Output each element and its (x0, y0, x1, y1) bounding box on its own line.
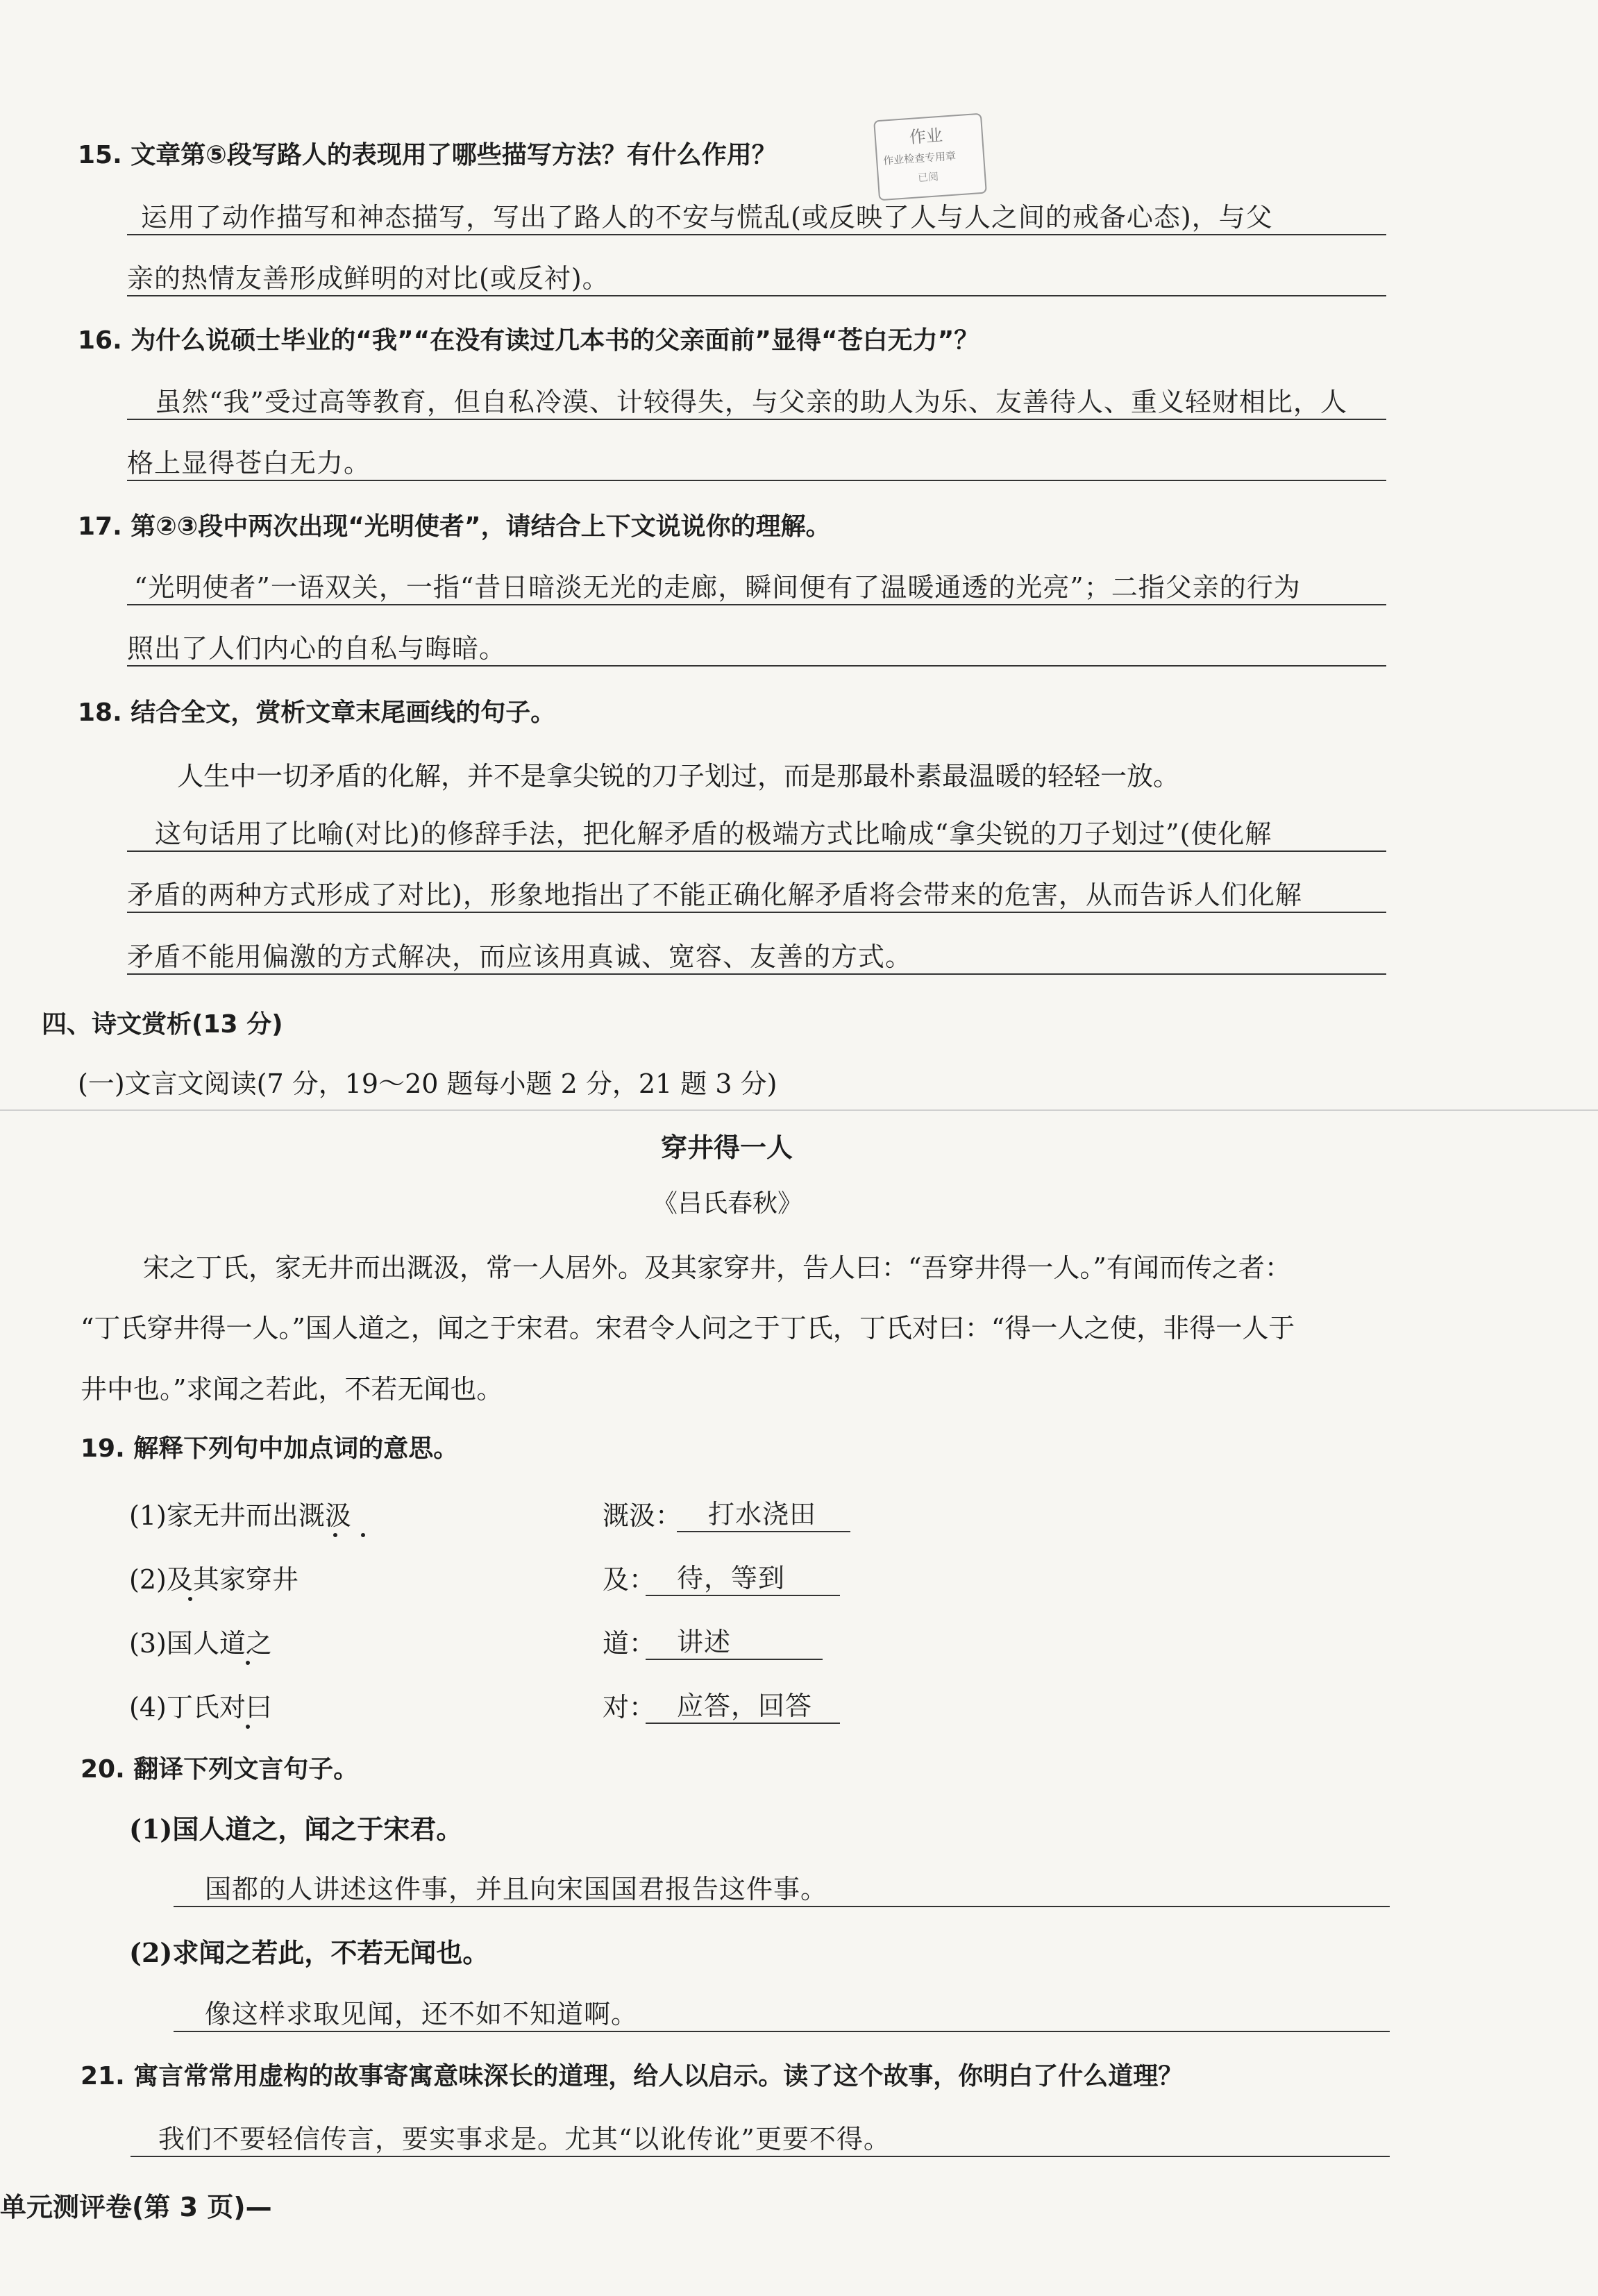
answer-line: 运用了动作描写和神态描写，写出了路人的不安与慌乱(或反映了人与人之间的戒备心态)，与父 (127, 196, 1386, 235)
answer-line: 亲的热情友善形成鲜明的对比(或反衬)。 (127, 257, 1386, 296)
section-subheading: (一)文言文阅读(7 分，19～20 题每小题 2 分，21 题 3 分) (78, 1069, 777, 1099)
q20-sentence: (2)求闻之若此，不若无闻也。 (129, 1937, 489, 1968)
q19-term: 道： (603, 1628, 656, 1659)
answer-line: 这句话用了比喻(对比)的修辞手法，把化解矛盾的极端方式比喻成“拿尖锐的刀子划过”(使化解 (127, 812, 1386, 852)
passage-source: 《吕氏春秋》 (653, 1189, 803, 1218)
q20-sentence: (1)国人道之，闻之于宋君。 (129, 1813, 463, 1845)
question-17: 17. 第②③段中两次出现“光明使者”，请结合上下文说说你的理解。 (78, 512, 831, 541)
answer-line: 格上显得苍白无力。 (127, 442, 1386, 481)
emphasis-dot (333, 1533, 337, 1537)
answer-blank: 打水浇田 (677, 1493, 850, 1532)
question-16: 16. 为什么说硕士毕业的“我”“在没有读过几本书的父亲面前”显得“苍白无力”？ (78, 326, 979, 355)
answer-line: 矛盾不能用偏激的方式解决，而应该用真诚、宽容、友善的方式。 (127, 935, 1386, 975)
answer-blank: 应答，回答 (646, 1684, 840, 1724)
question-18: 18. 结合全文，赏析文章末尾画线的句子。 (78, 698, 556, 727)
question-15: 15. 文章第⑤段写路人的表现用了哪些描写方法？有什么作用？ (78, 141, 777, 169)
question-19: 19. 解释下列句中加点词的意思。 (81, 1434, 459, 1463)
q19-term: 对： (603, 1692, 656, 1723)
homework-stamp (873, 113, 987, 201)
passage-line: 井中也。”求闻之若此，不若无闻也。 (81, 1374, 503, 1405)
answer-line: 虽然“我”受过高等教育，但自私冷漠、计较得失，与父亲的助人为乐、友善待人、重义轻财相比，人 (127, 380, 1386, 420)
passage-title: 穿井得一人 (661, 1132, 793, 1163)
answer-line: 像这样求取见闻，还不如不知道啊。 (174, 1993, 1390, 2032)
page-footer: 单元测评卷(第 3 页)— (0, 2192, 272, 2222)
section-heading: 四、诗文赏析(13 分) (42, 1010, 283, 1039)
q19-sentence: (4)丁氏对曰 (129, 1692, 272, 1723)
q19-term: 及： (603, 1564, 656, 1595)
answer-blank: 待，等到 (646, 1557, 840, 1596)
question-21: 21. 寓言常常用虚构的故事寄寓意味深长的道理，给人以启示。读了这个故事，你明白了什么道理？ (81, 2062, 1184, 2090)
emphasis-dot (246, 1725, 250, 1729)
emphasis-dot (246, 1661, 250, 1665)
stamp-text: 作业检查专用章 (882, 149, 957, 167)
answer-line: 照出了人们内心的自私与晦暗。 (127, 627, 1386, 667)
answer-line: 我们不要轻信传言，要实事求是。尤其“以讹传讹”更要不得。 (131, 2118, 1390, 2157)
q19-term: 溉汲： (603, 1500, 682, 1531)
passage-line: “丁氏穿井得一人。”国人道之，闻之于宋君。宋君令人问之于丁氏，丁氏对曰：“得一人之使，非得一人于 (81, 1313, 1295, 1343)
q19-sentence: (1)家无井而出溉汲 (129, 1500, 351, 1531)
passage-line: 宋之丁氏，家无井而出溉汲，常一人居外。及其家穿井，告人曰：“吾穿井得一人。”有闻而传之者： (143, 1252, 1291, 1283)
q19-sentence: (3)国人道之 (129, 1628, 272, 1659)
answer-line: 国都的人讲述这件事，并且向宋国国君报告这件事。 (174, 1868, 1390, 1907)
scan-divider (0, 1109, 1598, 1111)
question-20: 20. 翻译下列文言句子。 (81, 1755, 359, 1784)
q19-sentence: (2)及其家穿井 (129, 1564, 298, 1595)
emphasis-dot (361, 1533, 365, 1537)
stamp-text: 作业 (908, 125, 943, 147)
answer-blank: 讲述 (646, 1620, 823, 1660)
stamp-text: 已阅 (917, 170, 939, 185)
emphasis-dot (188, 1597, 192, 1601)
answer-line: 矛盾的两种方式形成了对比)，形象地指出了不能正确化解矛盾将会带来的危害，从而告诉人们化解 (127, 873, 1386, 913)
answer-line: “光明使者”一语双关，一指“昔日暗淡无光的走廊，瞬间便有了温暖通透的光亮”；二指父亲的行为 (127, 566, 1386, 605)
underlined-quote: 人生中一切矛盾的化解，并不是拿尖锐的刀子划过，而是那最朴素最温暖的轻轻一放。 (177, 761, 1180, 791)
